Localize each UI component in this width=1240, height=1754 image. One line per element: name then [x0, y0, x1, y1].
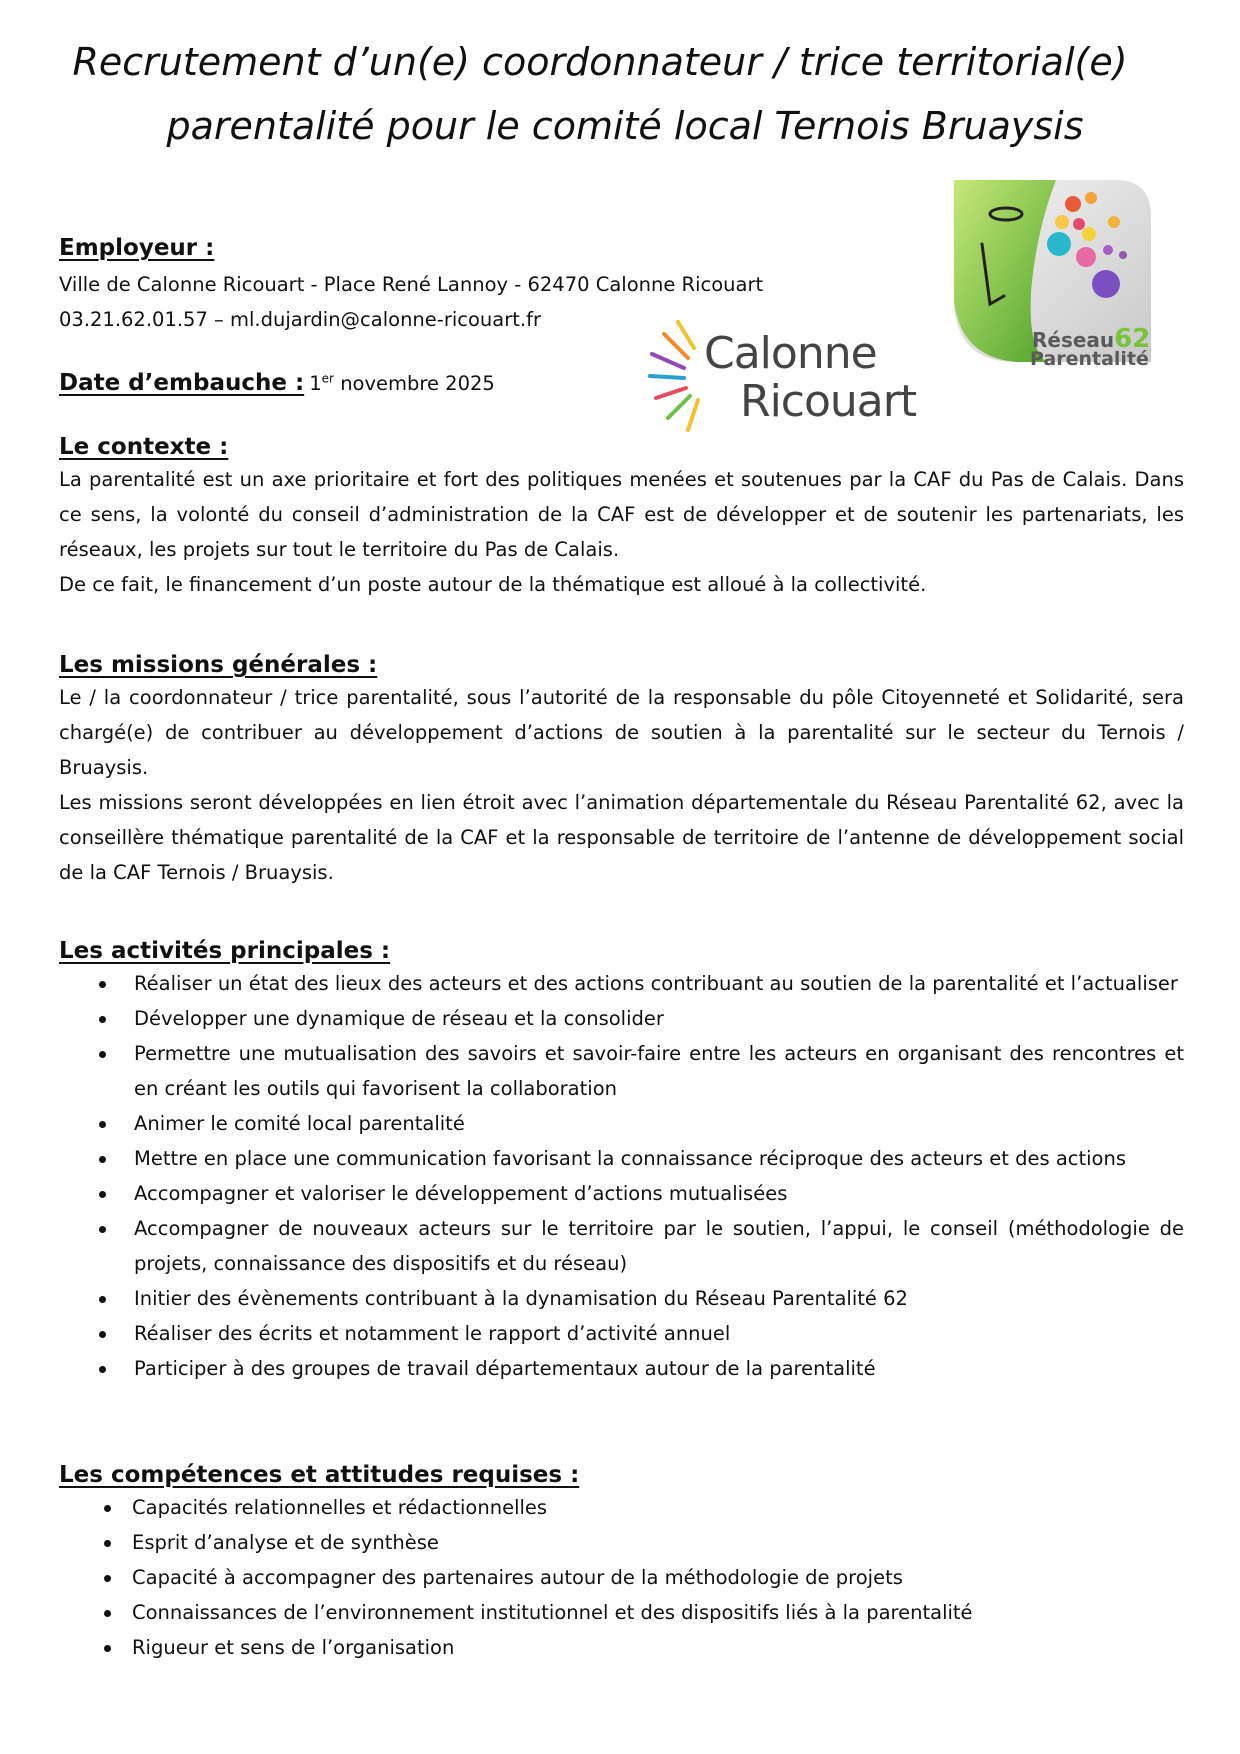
- list-item: Réaliser des écrits et notamment le rapport d’activité annuel: [59, 1316, 1184, 1351]
- title-line-2: parentalité pour le comité local Ternois Bruaysis: [166, 104, 1084, 148]
- list-item: Rigueur et sens de l’organisation: [59, 1630, 1184, 1665]
- list-item: Connaissances de l’environnement institutionnel et des dispositifs liés à la parentalité: [59, 1595, 1184, 1630]
- bullet-icon: [99, 1191, 106, 1198]
- hire-date-value: 1er novembre 2025: [309, 371, 495, 395]
- bullet-icon: [99, 1121, 106, 1128]
- missions-paragraph-2: Les missions seront développées en lien étroit avec l’animation départementale du Réseau Parentalité 62, avec la conseillère thématique parentalité de la CAF et la responsable de territoire de l’antenne de développement social de la CAF Ternois / Bruaysis.: [59, 791, 1184, 884]
- bullet-icon: [99, 1331, 106, 1338]
- activities-section: [59, 936, 1184, 1386]
- bullet-icon: [104, 1645, 111, 1652]
- bullet-icon: [104, 1610, 111, 1617]
- list-item: Animer le comité local parentalité: [59, 1106, 1184, 1141]
- context-section: [59, 432, 1184, 602]
- list-item: Initier des évènements contribuant à la dynamisation du Réseau Parentalité 62: [59, 1281, 1184, 1316]
- context-heading: Le contexte :: [59, 434, 229, 460]
- employer-section: [59, 233, 1184, 337]
- bullet-icon: [99, 1156, 106, 1163]
- employer-heading: Employeur :: [59, 235, 215, 261]
- list-item: Mettre en place une communication favorisant la connaissance réciproque des acteurs et des actions: [59, 1141, 1184, 1176]
- list-item: Développer une dynamique de réseau et la consolider: [59, 1001, 1184, 1036]
- bullet-icon: [99, 1226, 106, 1233]
- calonne-logo-line2: Ricouart: [740, 376, 917, 427]
- employer-address: Ville de Calonne Ricouart - Place René Lannoy - 62470 Calonne Ricouart: [59, 273, 764, 296]
- title-line-1: Recrutement d’un(e) coordonnateur / trice territorial(e): [72, 40, 1128, 84]
- hire-date-section: [59, 366, 1184, 401]
- list-item: Permettre une mutualisation des savoirs et savoir-faire entre les acteurs en organisant des rencontres et en créant les outils qui favorisent la collaboration: [59, 1036, 1184, 1106]
- missions-section: [59, 650, 1184, 890]
- bullet-icon: [99, 1296, 106, 1303]
- employer-contact: 03.21.62.01.57 – ml.dujardin@calonne-ricouart.fr: [59, 308, 541, 331]
- reseau-logo-word: Réseau62: [1032, 324, 1151, 354]
- list-item: Accompagner et valoriser le développement d’actions mutualisées: [59, 1176, 1184, 1211]
- activities-heading: Les activités principales :: [59, 938, 391, 964]
- skills-list: [59, 1490, 1184, 1665]
- bullet-icon: [104, 1505, 111, 1512]
- missions-paragraph-1: Le / la coordonnateur / trice parentalité, sous l’autorité de la responsable du pôle Citoyenneté et Solidarité, sera chargé(e) de contribuer au développement d’actions de soutien à la parentalité sur le secteur du Ternois / Bruaysis.: [59, 686, 1184, 779]
- context-paragraph-2: De ce fait, le financement d’un poste autour de la thématique est alloué à la collectivité.: [59, 573, 927, 596]
- context-paragraph-1: La parentalité est un axe prioritaire et fort des politiques menées et soutenues par la CAF du Pas de Calais. Dans ce sens, la volonté du conseil d’administration de la CAF est de développer et de soutenir les partenariats, les réseaux, les projets sur tout le territoire du Pas de Calais.: [59, 468, 1184, 561]
- calonne-logo-line1: Calonne: [704, 328, 877, 379]
- list-item: Capacités relationnelles et rédactionnelles: [59, 1490, 1184, 1525]
- bullet-icon: [104, 1540, 111, 1547]
- activities-list: [59, 966, 1184, 1386]
- list-item: Esprit d’analyse et de synthèse: [59, 1525, 1184, 1560]
- bullet-icon: [99, 1016, 106, 1023]
- bullet-icon: [99, 1051, 106, 1058]
- bullet-icon: [104, 1575, 111, 1582]
- skills-section: [59, 1460, 1184, 1665]
- bullet-icon: [99, 1366, 106, 1373]
- list-item: Accompagner de nouveaux acteurs sur le territoire par le soutien, l’appui, le conseil (méthodologie de projets, connaissance des dispositifs et du réseau): [59, 1211, 1184, 1281]
- hire-date-heading: Date d’embauche :: [59, 370, 305, 396]
- list-item: Capacité à accompagner des partenaires autour de la méthodologie de projets: [59, 1560, 1184, 1595]
- list-item: Participer à des groupes de travail départementaux autour de la parentalité: [59, 1351, 1184, 1386]
- missions-heading: Les missions générales :: [59, 652, 378, 678]
- page-title: [0, 30, 1240, 158]
- list-item: Réaliser un état des lieux des acteurs et des actions contribuant au soutien de la parentalité et l’actualiser: [59, 966, 1184, 1001]
- skills-heading: Les compétences et attitudes requises :: [59, 1462, 580, 1488]
- bullet-icon: [99, 981, 106, 988]
- reseau-logo-word2: Parentalité: [1030, 348, 1149, 370]
